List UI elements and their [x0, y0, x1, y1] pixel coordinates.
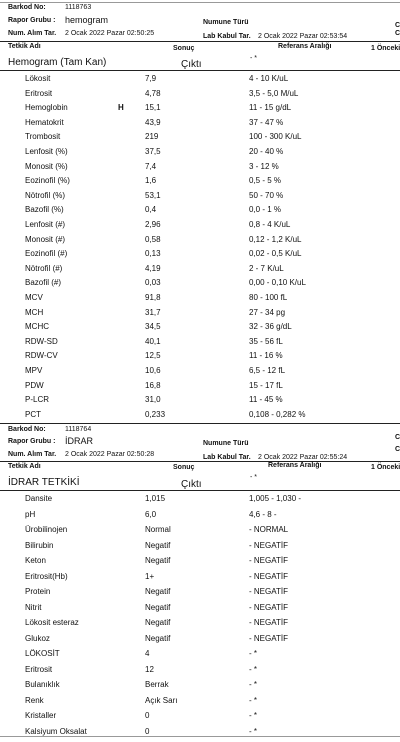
table-row — [0, 541, 400, 556]
test-name: Hemoglobin — [25, 103, 68, 113]
table-row — [0, 556, 400, 571]
table-row — [0, 89, 400, 104]
test-name: Trombosit — [25, 132, 61, 142]
test-reference: - NEGATİF — [249, 540, 288, 550]
test-reference: - * — [249, 695, 257, 705]
test-reference: - * — [249, 649, 257, 658]
test-name: Eozinofil (%) — [25, 176, 70, 186]
test-result: 15,1 — [145, 103, 161, 113]
test-reference: 0,108 - 0,282 % — [249, 409, 306, 419]
bottom-border — [0, 736, 400, 737]
test-reference: 11 - 16 % — [249, 351, 283, 361]
test-reference: 32 - 36 g/dL — [249, 322, 292, 332]
test-name: Nitrit — [25, 602, 42, 612]
test-result: Normal — [145, 525, 171, 534]
test-result: 53,1 — [145, 190, 161, 200]
test-result: Negatif — [145, 540, 171, 550]
test-result: Negatif — [145, 602, 171, 612]
barkod-label: Barkod No: — [8, 4, 46, 11]
test-name: Dansite — [25, 494, 53, 503]
test-reference: 0,02 - 0,5 K/uL — [249, 249, 302, 259]
test-result: 91,8 — [145, 293, 161, 302]
rapor-grubu-value: hemogram — [65, 15, 109, 25]
table-row — [0, 711, 400, 726]
table-row — [0, 587, 400, 602]
table-row — [0, 132, 400, 147]
test-result: 40,1 — [145, 336, 161, 346]
test-result: 31,7 — [145, 307, 161, 317]
test-reference: 0,00 - 0,10 K/uL — [249, 278, 306, 288]
alim-tarihi-value: 2 Ocak 2022 Pazar 02:50:25 — [65, 30, 155, 37]
table-row — [0, 191, 400, 206]
test-name: Eritrosit — [25, 664, 53, 674]
table-row — [0, 572, 400, 587]
lab-kabul-value: 2 Ocak 2022 Pazar 02:53:54 — [258, 33, 348, 40]
barkod-value: 1118764 — [65, 426, 92, 433]
col-result: Sonuç — [173, 464, 195, 471]
test-name: Kalsiyum Oksalat — [25, 726, 87, 736]
table-row — [0, 278, 400, 293]
table-row — [0, 634, 400, 649]
test-reference: - NEGATİF — [249, 633, 288, 643]
test-result: 34,5 — [145, 322, 161, 332]
test-result: Negatif — [145, 618, 171, 627]
test-result: Negatif — [145, 633, 171, 643]
test-result: 0,233 — [145, 409, 166, 419]
test-name: MCH — [25, 307, 44, 317]
test-reference: 11 - 15 g/dL — [249, 103, 292, 113]
test-reference: 6,5 - 12 fL — [249, 366, 286, 375]
numune-turu-label: Numune Türü — [203, 440, 249, 447]
table-row — [0, 727, 400, 742]
test-reference: - NEGATİF — [249, 618, 288, 627]
test-reference: - NEGATİF — [249, 587, 288, 596]
section-title: Hemogram (Tam Kan) — [8, 57, 107, 68]
table-row — [0, 337, 400, 352]
table-row — [0, 680, 400, 695]
section-reference: - * — [250, 474, 257, 481]
test-result: 7,4 — [145, 161, 157, 171]
test-reference: - NORMAL — [249, 525, 289, 534]
right-edge-c1: C — [395, 434, 400, 441]
test-name: MCV — [25, 293, 43, 302]
test-result: Negatif — [145, 556, 171, 565]
alim-tarihi-value: 2 Ocak 2022 Pazar 02:50:28 — [65, 451, 155, 458]
test-result: 4,19 — [145, 263, 161, 273]
col-test-name: Tetkik Adı — [8, 43, 41, 50]
table-row — [0, 649, 400, 664]
test-name: Bulanıklık — [25, 680, 60, 689]
table-row — [0, 264, 400, 279]
lab-kabul-label: Lab Kabul Tar. — [203, 454, 251, 461]
test-reference: 0,5 - 5 % — [249, 176, 282, 186]
test-name: PCT — [25, 409, 41, 419]
test-reference: 0,12 - 1,2 K/uL — [249, 234, 302, 244]
test-result: 4,78 — [145, 88, 161, 98]
table-row — [0, 494, 400, 509]
barkod-label: Barkod No: — [8, 426, 46, 433]
table-row — [0, 696, 400, 711]
right-edge-c2: C — [395, 30, 400, 37]
table-row — [0, 74, 400, 89]
test-name: Kristaller — [25, 711, 57, 720]
table-row — [0, 322, 400, 337]
test-result: 0,58 — [145, 234, 161, 244]
test-reference: 4,6 - 8 - — [249, 509, 277, 519]
table-row — [0, 510, 400, 525]
test-reference: 1,005 - 1,030 - — [249, 494, 302, 503]
rapor-grubu-label: Rapor Grubu : — [8, 17, 56, 24]
test-name: Nötrofil (%) — [25, 190, 66, 200]
test-name: Monosit (#) — [25, 234, 66, 244]
test-name: Eritrosit — [25, 88, 53, 98]
test-reference: 50 - 70 % — [249, 190, 284, 200]
test-name: RDW-CV — [25, 351, 58, 361]
test-name: Glukoz — [25, 633, 50, 643]
test-result: 12,5 — [145, 351, 161, 361]
test-result: 0 — [145, 726, 150, 736]
test-name: Renk — [25, 695, 44, 705]
test-result: 1,6 — [145, 176, 157, 186]
test-name: Lenfosit (%) — [25, 147, 68, 156]
test-result: 0 — [145, 711, 150, 720]
col-result: Sonuç — [173, 45, 195, 52]
test-name: P-LCR — [25, 395, 50, 405]
table-row — [0, 118, 400, 133]
test-result: 6,0 — [145, 509, 157, 519]
test-result: 10,6 — [145, 366, 161, 375]
test-result: 1,015 — [145, 494, 166, 503]
test-reference: 0,0 - 1 % — [249, 205, 282, 215]
test-reference: 0,8 - 4 K/uL — [249, 220, 291, 229]
table-row — [0, 162, 400, 177]
test-reference: - NEGATİF — [249, 602, 288, 612]
test-result: 43,9 — [145, 117, 161, 127]
col-reference: Referans Aralığı — [268, 462, 322, 469]
top-border — [0, 2, 400, 3]
test-reference: 3,5 - 5,0 M/uL — [249, 88, 299, 98]
test-name: pH — [25, 509, 36, 519]
test-name: LÖKOSİT — [25, 649, 60, 658]
col-reference: Referans Aralığı — [278, 43, 332, 50]
col-previous: 1 Önceki — [371, 464, 400, 471]
test-name: Keton — [25, 556, 46, 565]
table-row — [0, 205, 400, 220]
test-result: 12 — [145, 664, 154, 674]
numune-turu-label: Numune Türü — [203, 19, 249, 26]
test-name: Bilirubin — [25, 540, 54, 550]
test-name: Eozinofil (#) — [25, 249, 68, 259]
table-row — [0, 381, 400, 396]
header-divider — [0, 461, 400, 462]
table-row — [0, 665, 400, 680]
col-previous: 1 Önceki — [371, 45, 400, 52]
alim-tarihi-label: Num. Alım Tar. — [8, 451, 57, 458]
col-test-name: Tetkik Adı — [8, 463, 41, 470]
test-result: 31,0 — [145, 395, 161, 405]
test-result: 37,5 — [145, 147, 161, 156]
lab-kabul-value: 2 Ocak 2022 Pazar 02:55:24 — [258, 454, 348, 461]
section-title: İDRAR TETKİKİ — [8, 477, 80, 488]
rapor-grubu-label: Rapor Grubu : — [8, 438, 56, 445]
test-name: Bazofil (%) — [25, 205, 64, 215]
test-name: MPV — [25, 366, 43, 375]
test-reference: 2 - 7 K/uL — [249, 263, 284, 273]
test-reference: - * — [249, 711, 257, 720]
test-result: 1+ — [145, 571, 155, 581]
test-name: Lökosit — [25, 74, 51, 83]
report-separator — [0, 423, 400, 424]
test-name: Lökosit esteraz — [25, 618, 79, 627]
test-reference: - * — [249, 726, 257, 736]
test-result: Negatif — [145, 587, 171, 596]
header-divider — [0, 41, 400, 42]
alim-tarihi-label: Num. Alım Tar. — [8, 30, 57, 37]
test-result: Berrak — [145, 680, 169, 689]
test-name: PDW — [25, 380, 44, 390]
test-result: 0,13 — [145, 249, 161, 259]
section-divider — [0, 490, 400, 491]
test-result: 219 — [145, 132, 159, 142]
table-row — [0, 308, 400, 323]
test-result: 4 — [145, 649, 150, 658]
table-row — [0, 293, 400, 308]
test-name: MCHC — [25, 322, 49, 332]
table-row — [0, 103, 400, 118]
test-name: Nötrofil (#) — [25, 263, 63, 273]
table-row — [0, 618, 400, 633]
table-row — [0, 220, 400, 235]
test-reference: - NEGATİF — [249, 571, 288, 581]
table-row — [0, 176, 400, 191]
test-reference: 15 - 17 fL — [249, 380, 283, 390]
test-result: 0,03 — [145, 278, 161, 288]
table-row — [0, 366, 400, 381]
test-reference: 35 - 56 fL — [249, 336, 283, 346]
table-row — [0, 525, 400, 540]
test-result: 16,8 — [145, 380, 161, 390]
table-row — [0, 147, 400, 162]
table-row — [0, 603, 400, 618]
barkod-value: 1118763 — [65, 4, 92, 11]
test-result: Açık Sarı — [145, 695, 178, 705]
test-name: Protein — [25, 587, 51, 596]
section-reference: - * — [250, 55, 257, 62]
test-name: Hematokrit — [25, 117, 64, 127]
test-name: Monosit (%) — [25, 161, 68, 171]
test-reference: 37 - 47 % — [249, 117, 284, 127]
right-edge-c2: C — [395, 446, 400, 453]
test-name: Eritrosit(Hb) — [25, 571, 68, 581]
test-reference: 80 - 100 fL — [249, 293, 288, 302]
test-reference: 3 - 12 % — [249, 161, 279, 171]
rapor-grubu-value: İDRAR — [65, 436, 94, 446]
test-reference: 27 - 34 pg — [249, 307, 286, 317]
test-name: Ürobilinojen — [25, 525, 68, 534]
section-result: Çıktı — [181, 479, 202, 490]
section-result: Çıktı — [181, 59, 202, 70]
test-name: Bazofil (#) — [25, 278, 62, 288]
test-reference: - NEGATİF — [249, 556, 288, 565]
test-reference: 11 - 45 % — [249, 395, 283, 405]
lab-kabul-label: Lab Kabul Tar. — [203, 33, 251, 40]
right-edge-c1: C — [395, 22, 400, 29]
test-result: 7,9 — [145, 74, 157, 83]
table-row — [0, 249, 400, 264]
section-divider — [0, 70, 400, 71]
test-result: 0,4 — [145, 205, 157, 215]
high-flag: H — [118, 103, 124, 113]
test-reference: 4 - 10 K/uL — [249, 74, 289, 83]
test-reference: 20 - 40 % — [249, 147, 284, 156]
test-reference: - * — [249, 664, 257, 674]
table-row — [0, 351, 400, 366]
table-row — [0, 235, 400, 250]
test-name: RDW-SD — [25, 336, 58, 346]
test-reference: 100 - 300 K/uL — [249, 132, 302, 142]
test-name: Lenfosit (#) — [25, 220, 66, 229]
test-result: 2,96 — [145, 220, 161, 229]
test-reference: - * — [249, 680, 257, 689]
table-row — [0, 395, 400, 410]
